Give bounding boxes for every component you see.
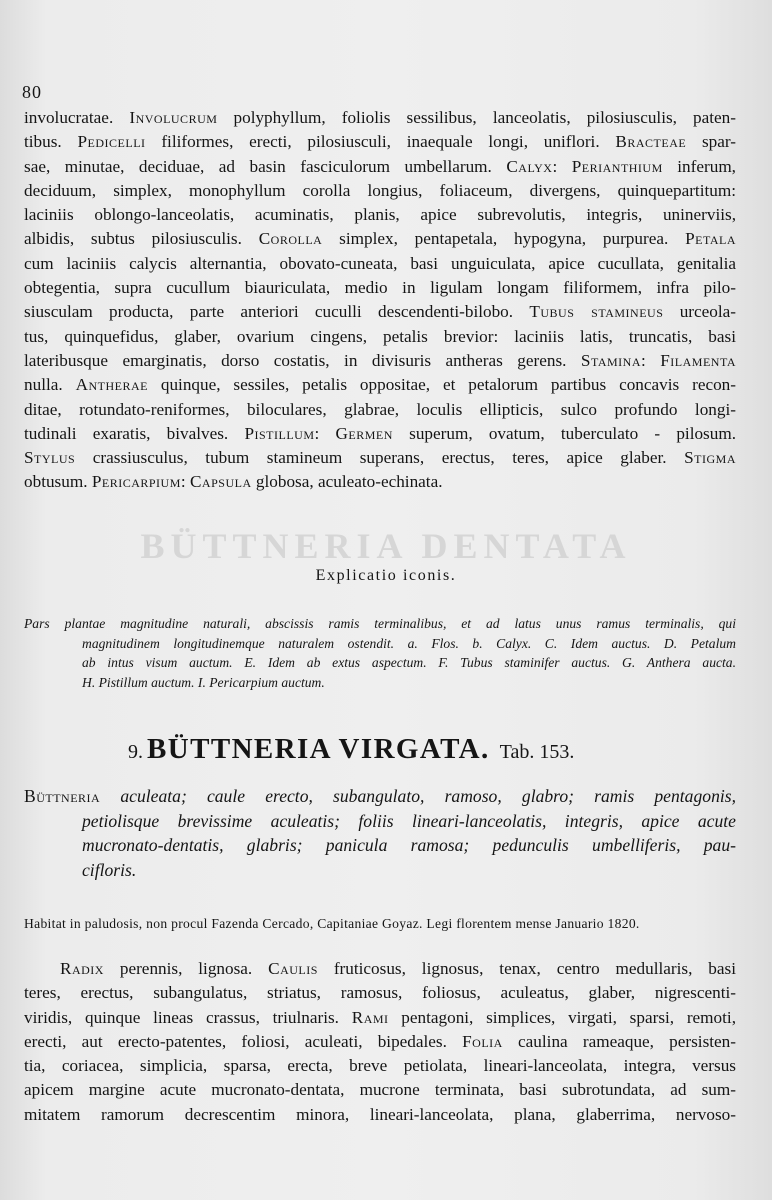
small-caps-term: Involucrum	[129, 108, 218, 127]
text-run: globosa, aculeato-echinata.	[251, 472, 443, 492]
text-line	[24, 155, 736, 179]
diagnosis-line: mucronato-dentatis, glabris; panicula ramosa; pedunculis umbelliferis, pau-	[82, 835, 736, 855]
text-run: nulla.	[24, 375, 76, 395]
species-number: 9.	[128, 741, 143, 763]
small-caps-term: Caulis	[268, 959, 318, 978]
page-number: 80	[22, 82, 42, 102]
text-line	[24, 300, 736, 324]
text-run: simplex, pentapetala, hypogyna, purpurea.	[322, 229, 686, 249]
text-run: laciniis oblongo-lanceolatis, acuminatis, planis, apice subrevolutis, integris, uninerviis,	[24, 205, 736, 225]
text-run: tibus.	[24, 132, 78, 152]
text-line	[24, 446, 736, 470]
text-line	[24, 252, 736, 276]
explicatio-line: Pars plantae magnitudine naturali, abscissis ramis terminalibus, et ad latus unus ramus terminalis, qui	[24, 616, 736, 631]
text-line	[24, 325, 736, 349]
small-caps-term: Stigma	[684, 448, 736, 468]
text-run: perennis, lignosa.	[103, 959, 269, 978]
small-caps-term: Stamina	[580, 350, 641, 370]
text-line	[24, 398, 736, 422]
small-caps-term: Corolla	[258, 229, 323, 249]
text-run: superum, ovatum, tuberculato - pilosum.	[392, 423, 737, 443]
text-run: tus, quinquefidus, glaber, ovarium cingens, petalis brevior: laciniis latis, truncatis, basi	[24, 326, 736, 346]
explicatio-heading: Explicatio iconis.	[315, 567, 457, 584]
text-run: quinque, sessiles, petalis oppositae, et petalorum partibus concavis recon-	[147, 375, 736, 395]
small-caps-term: Stylus	[24, 448, 76, 468]
text-run: urceola-	[663, 302, 736, 322]
text-run: spar-	[686, 132, 736, 152]
genus-description-continued	[24, 106, 736, 495]
text-line	[24, 130, 736, 154]
text-line	[24, 981, 736, 1005]
small-caps-term: Antherae	[75, 375, 148, 395]
text-line	[24, 276, 736, 300]
text-run: erecti, aut erecto-patentes, foliosi, aculeati, bipedales.	[24, 1031, 463, 1051]
text-run: sae, minutae, deciduae, ad basin fasciculorum umbellarum.	[24, 156, 507, 176]
explicatio-line: H. Pistillum auctum. I. Pericarpium auctum.	[82, 674, 325, 690]
text-run: tudinali exaratis, bivalves.	[24, 423, 245, 443]
explicatio-line: ab intus visum auctum. E. Idem ab extus aspectum. F. Tubus staminifer auctus. G. Anthera aucta.	[82, 655, 736, 670]
text-line	[24, 1103, 736, 1127]
species-diagnosis	[24, 784, 736, 882]
small-caps-term: Tubus staminеus	[529, 302, 664, 322]
text-run: pentagoni, simplices, virgati, sparsi, remoti,	[388, 1007, 736, 1027]
text-run: :	[641, 350, 661, 370]
text-run: :	[314, 423, 336, 443]
text-run: viridis, quinque lineas crassus, triulnaris.	[24, 1007, 352, 1027]
text-run: fruticosus, lignosus, tenax, centro medullaris, basi	[317, 959, 736, 978]
diagnosis-text: aculeata; caule erecto, subangulato, ramoso, glabro; ramis pentagonis,	[100, 786, 736, 806]
text-run: involucratae.	[24, 108, 130, 127]
species-heading	[128, 733, 574, 766]
text-run: obtegentia, supra cucullum biauriculata, medio in ligulam longam filiformem, infra pilo-	[24, 278, 736, 298]
text-line	[24, 1030, 736, 1054]
small-caps-term: Pericarpium	[91, 472, 181, 492]
small-caps-term: Bracteae	[615, 132, 687, 152]
bleed-through-text: BÜTTNERIA DENTATA	[140, 526, 632, 566]
text-run: teres, erectus, subangulatus, striatus, ramosus, foliosus, aculeatus, glaber, nigrescenti-	[24, 983, 736, 1003]
text-line	[24, 203, 736, 227]
text-line	[24, 422, 736, 446]
text-line	[24, 373, 736, 397]
explicatio-line: magnitudinem longitudinemque naturalem ostendit. a. Flos. b. Calyx. C. Idem auctus. D. Petalum	[82, 635, 736, 651]
diagnosis-line: cifloris.	[82, 859, 137, 880]
text-run: cum laciniis calycis alternantia, obovato-cuneata, basi unguiculata, apice cucullata, genitalia	[24, 253, 736, 273]
small-caps-term: Germen	[335, 423, 393, 443]
diagnosis-line	[24, 784, 736, 809]
text-line	[24, 106, 736, 130]
species-name: BÜTTNERIA VIRGATA.	[147, 733, 490, 765]
text-run: :	[552, 156, 572, 176]
text-line	[24, 1006, 736, 1030]
text-run: albidis, subtus pilosiusculis.	[24, 229, 259, 249]
text-run: polyphyllum, foliolis sessilibus, lanceolatis, pilosiusculis, paten-	[217, 108, 736, 127]
small-caps-term: Folia	[462, 1031, 503, 1051]
diagnosis-line: petiolisque brevissime aculeatis; foliis lineari-lanceolatis, integris, apice acute	[82, 810, 736, 831]
text-run: mitatem ramorum decrescentim minora, lineari-lanceolata, plana, glaberrima, nervoso-	[24, 1104, 736, 1124]
small-caps-term: Pistillum	[244, 423, 315, 443]
small-caps-term: Filamenta	[660, 350, 737, 370]
text-run: :	[180, 472, 190, 492]
text-line	[24, 1054, 736, 1078]
small-caps-term: Radix	[60, 959, 104, 978]
small-caps-term: Rami	[351, 1007, 389, 1027]
text-run: filiformes, erecti, pilosiusculi, inaequale longi, uniflori.	[145, 132, 616, 152]
text-run: apicem margine acute mucronato-dentata, mucrone terminata, basi subrotundata, ad sum-	[24, 1080, 736, 1100]
text-line	[24, 957, 736, 981]
species-description	[24, 957, 736, 1127]
text-run: siusculam producta, parte anteriori cuculli descendenti-bilobo.	[24, 302, 530, 322]
small-caps-term: Calyx	[506, 156, 553, 176]
small-caps-term: Petala	[685, 229, 736, 249]
small-caps-term: Perianthium	[571, 156, 663, 176]
text-line	[24, 179, 736, 203]
text-line	[24, 1078, 736, 1102]
habitat-note: Habitat in paludosis, non procul Fazenda Cercado, Capitaniae Goyaz. Legi florentem mense Januario 1820.	[24, 916, 640, 931]
text-run: ditae, rotundato-reniformes, biloculares, glabrae, loculis ellipticis, sulco profundo longi-	[24, 399, 736, 419]
text-run: inferum,	[662, 156, 736, 176]
text-run: lateribusque emarginatis, dorso costatis, in divisuris antheras gerens.	[24, 350, 581, 370]
text-run: caulina rameaque, persisten-	[502, 1031, 736, 1051]
text-line	[24, 227, 736, 251]
text-run: obtusum.	[24, 472, 92, 492]
diagnosis-genus: Büttneria	[24, 786, 101, 806]
plate-reference: Tab. 153.	[499, 741, 575, 763]
explicatio-iconis	[24, 614, 736, 692]
text-line	[24, 470, 736, 494]
small-caps-term: Pedicelli	[77, 132, 146, 152]
text-run: tia, coriacea, simplicia, sparsa, erecta, breve petiolata, lineari-lanceolata, integra, versus	[24, 1056, 736, 1076]
text-line	[24, 349, 736, 373]
text-run: crassiusculus, tubum stamineum superans, erectus, teres, apice glaber.	[75, 448, 685, 468]
text-run: deciduum, simplex, monophyllum corolla longius, foliaceum, divergens, quinquepartitum:	[24, 180, 736, 200]
small-caps-term: Capsula	[189, 472, 252, 492]
